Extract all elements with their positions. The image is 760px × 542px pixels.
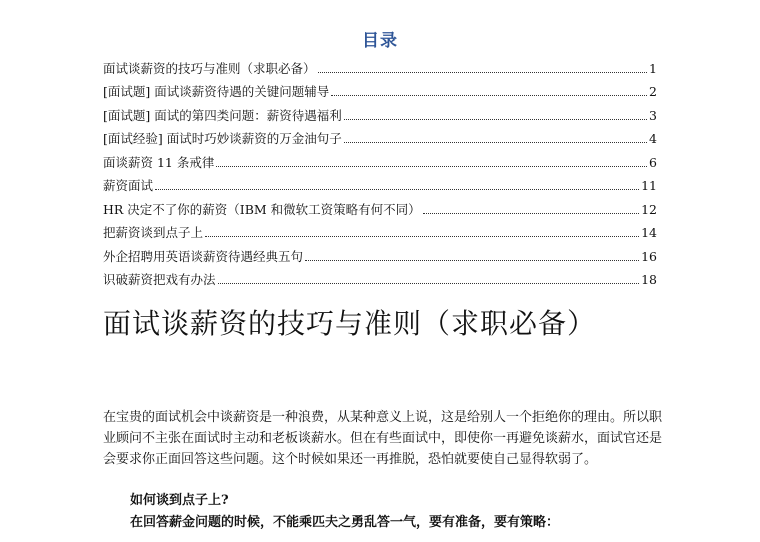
toc-entry[interactable] <box>103 146 657 170</box>
toc-dot-leader <box>318 71 648 73</box>
toc-dot-leader <box>216 165 647 167</box>
toc-dot-leader <box>423 212 639 214</box>
toc-dot-leader <box>344 141 647 143</box>
article-bold-line: 在回答薪金问题的时候，不能乘匹夫之勇乱答一气，要有准备，要有策略： <box>130 515 560 530</box>
toc-entry-text[interactable]: [面试经验] 面试时巧妙谈薪资的万金油句子 <box>103 131 342 146</box>
toc-entry[interactable] <box>103 193 657 217</box>
toc-entry-text[interactable]: 外企招聘用英语谈薪资待遇经典五句 <box>103 248 304 264</box>
toc-title: 目录 <box>362 31 398 51</box>
toc-entry-text[interactable]: [面试题] 面试的第四类问题：薪资待遇福利 <box>103 107 342 123</box>
toc-dot-leader <box>331 94 647 96</box>
toc-dot-leader <box>344 118 647 120</box>
toc-page-number[interactable]: 14 <box>641 225 657 240</box>
toc-entry[interactable] <box>103 76 657 100</box>
toc-entry-text[interactable]: 把薪资谈到点子上 <box>103 225 204 240</box>
toc-page-number[interactable]: 4 <box>649 131 657 146</box>
toc-page-number[interactable]: 1 <box>649 60 657 76</box>
toc-page-number[interactable]: 12 <box>641 201 657 217</box>
article-subheading: 如何谈到点子上? <box>130 493 229 508</box>
toc-page-number[interactable]: 2 <box>649 84 657 99</box>
toc-entry[interactable] <box>103 264 657 288</box>
toc-page-number[interactable]: 3 <box>649 107 657 123</box>
toc-entry[interactable] <box>103 240 657 264</box>
toc-entry-text[interactable]: 面谈薪资 11 条戒律 <box>103 154 215 170</box>
toc-page-number[interactable]: 11 <box>641 178 657 193</box>
table-of-contents <box>103 52 657 287</box>
toc-entry[interactable] <box>103 123 657 147</box>
toc-page-number[interactable]: 6 <box>649 154 657 170</box>
toc-page-number[interactable]: 16 <box>641 248 657 264</box>
toc-entry-text[interactable]: HR 决定不了你的薪资（IBM 和微软工资策略有何不同） <box>103 201 421 217</box>
toc-dot-leader <box>305 259 639 261</box>
toc-dot-leader <box>218 282 640 284</box>
toc-entry-text[interactable]: [面试题] 面试谈薪资待遇的关键问题辅导 <box>103 84 330 99</box>
toc-entry[interactable] <box>103 52 657 76</box>
toc-entry[interactable] <box>103 217 657 241</box>
toc-dot-leader <box>205 235 639 237</box>
toc-entry[interactable] <box>103 170 657 194</box>
article-heading: 面试谈薪资的技巧与准则（求职必备） <box>103 307 597 340</box>
toc-entry-text[interactable]: 薪资面试 <box>103 178 154 193</box>
toc-dot-leader <box>155 188 639 190</box>
toc-entry-text[interactable]: 面试谈薪资的技巧与准则（求职必备） <box>103 60 316 76</box>
article-paragraph: 在宝贵的面试机会中谈薪资是一种浪费，从某种意义上说，这是给别人一个拒绝你的理由。所以职业顾问不主张在面试时主动和老板谈薪水。但在有些面试中，即使你一再避免谈薪水，面试官还是会要求你正面回答这些问题。这个时候如果还一再推脱，恐怕就要使自己显得软弱了。 <box>103 410 663 467</box>
toc-page-number[interactable]: 18 <box>641 272 657 287</box>
toc-entry-text[interactable]: 识破薪资把戏有办法 <box>103 272 216 287</box>
toc-entry[interactable] <box>103 99 657 123</box>
